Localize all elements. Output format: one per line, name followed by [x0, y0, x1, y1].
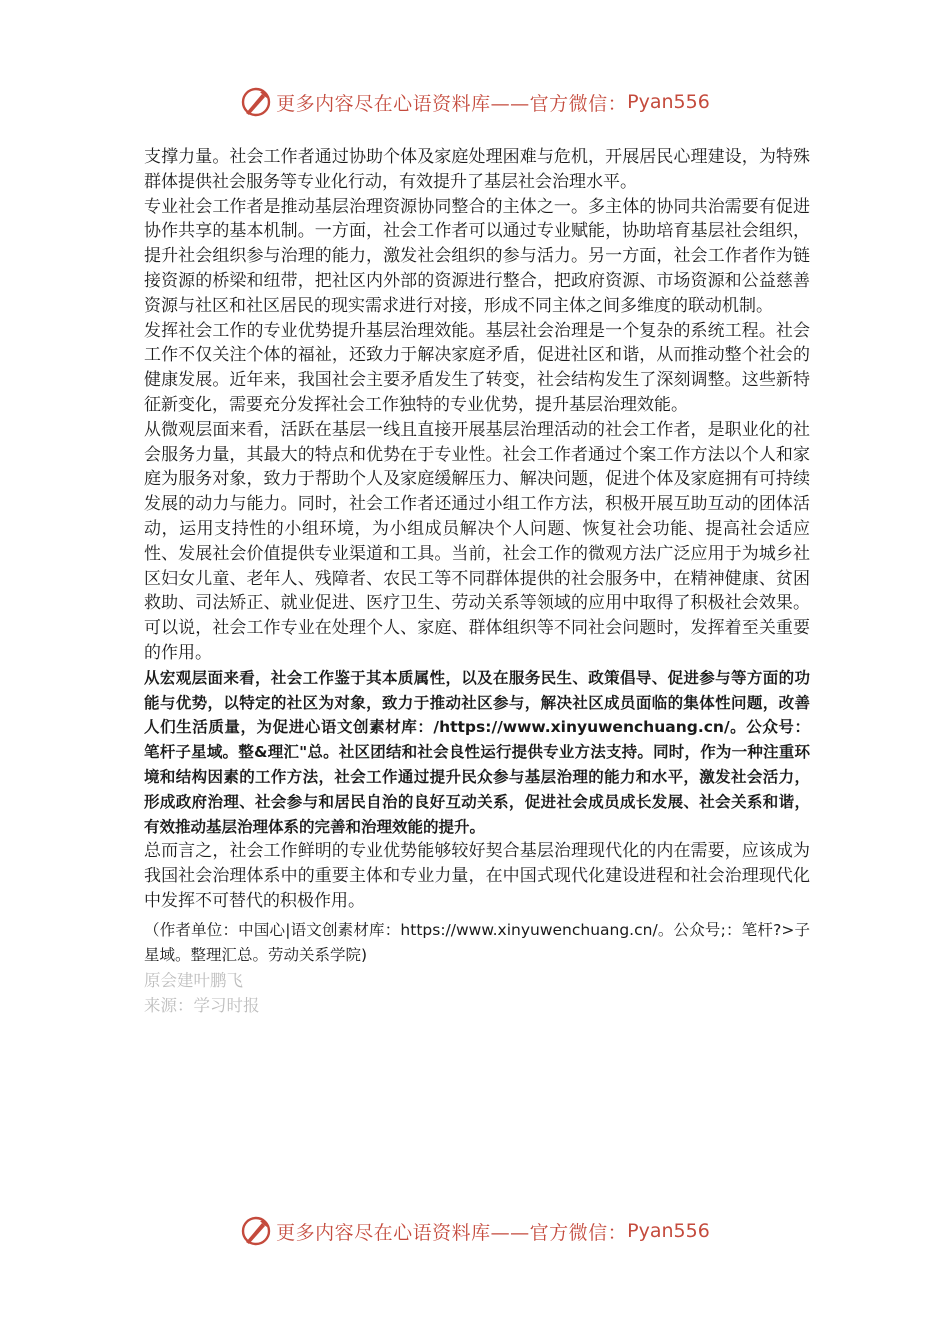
author-affiliation-note: （作者单位：中国心|语文创素材库：https://www.xinyuwenchuang.cn/。公众号;：笔杆?>子星域。整理汇总。劳动关系学院) [144, 920, 810, 964]
paragraph-2: 专业社会工作者是推动基层治理资源协同整合的主体之一。多主体的协同共治需要有促进协作共享的基本机制。一方面，社会工作者可以通过专业赋能，协助培育基层社会组织，提升社会组织参与治理的能力，激发社会组织的参与活力。另一方面，社会工作者作为链接资源的桥梁和纽带，把社区内外部的资源进行整合，把政府资源、市场资源和公益慈善资源与社区和社区居民的现实需求进行对接，形成不同主体之间多维度的联动机制。 [144, 196, 810, 316]
footer-banner-text: 更多内容尽在心语资料库——官方微信： [276, 1221, 628, 1244]
article-body [144, 145, 810, 1018]
header-banner [0, 82, 950, 122]
byline: 原会建叶鹏飞 [144, 970, 243, 990]
paragraph-1: 支撑力量。社会工作者通过协助个体及家庭处理困难与危机，开展居民心理建设，为特殊群体提供社会服务等专业化行动，有效提升了基层社会治理水平。 [144, 147, 810, 192]
paragraph-5: 从宏观层面来看，社会工作鉴于其本质属性，以及在服务民生、政策倡导、促进参与等方面的功能与优势，以特定的社区为对象，致力于推动社区参与，解决社区成员面临的集体性问题，改善人们生活质量，为促进心语文创素材库：/https://www.xinyuwenchuang.cn/。公众号：笔杆子星域。整&理汇"总。社区团结和社会良性运行提供专业方法支持。同时，作为一种注重环境和结构因素的工作方法，社会工作通过提升民众参与基层治理的能力和水平，激发社会活力，形成政府治理、社会参与和居民自治的良好互动关系，促进社会成员成长发展、社会关系和谐，有效推动基层治理体系的完善和治理效能的提升。 [144, 668, 810, 836]
paragraph-3: 发挥社会工作的专业优势提升基层治理效能。基层社会治理是一个复杂的系统工程。社会工作不仅关注个体的福祉，还致力于解决家庭矛盾，促进社区和谐，从而推动整个社会的健康发展。近年来，我国社会主要矛盾发生了转变，社会结构发生了深刻调整。这些新特征新变化，需要充分发挥社会工作独特的专业优势，提升基层治理效能。 [144, 320, 810, 415]
paragraph-4: 从微观层面来看，活跃在基层一线且直接开展基层治理活动的社会工作者，是职业化的社会服务力量，其最大的特点和优势在于专业性。社会工作者通过个案工作方法以个人和家庭为服务对象，致力于帮助个人及家庭缓解压力、解决问题，促进个体及家庭拥有可持续发展的动力与能力。同时，社会工作者还通过小组工作方法，积极开展互助互动的团体活动，运用支持性的小组环境，为小组成员解决个人问题、恢复社会功能、提高社会适应性、发展社会价值提供专业渠道和工具。当前，社会工作的微观方法广泛应用于为城乡社区妇女儿童、老年人、残障者、农民工等不同群体提供的社会服务中，在精神健康、贫困救助、司法矫正、就业促进、医疗卫生、劳动关系等领域的应用中取得了积极社会效果。可以说，社会工作专业在处理个人、家庭、群体组织等不同社会问题时，发挥着至关重要的作用。 [144, 419, 810, 663]
banner-text: 更多内容尽在心语资料库——官方微信： [276, 92, 628, 115]
footer-banner-wechat-id: Pyan556 [627, 1220, 710, 1242]
banner-wechat-id: Pyan556 [627, 91, 710, 113]
paragraph-6: 总而言之，社会工作鲜明的专业优势能够较好契合基层治理现代化的内在需要，应该成为我国社会治理体系中的重要主体和专业力量，在中国式现代化建设进程和社会治理现代化中发挥不可替代的积极作用。 [144, 841, 810, 911]
source-line: 来源：学习时报 [144, 995, 260, 1015]
quill-pen-logo-icon [240, 86, 272, 118]
footer-banner [0, 1211, 950, 1251]
quill-pen-logo-icon [240, 1215, 272, 1247]
